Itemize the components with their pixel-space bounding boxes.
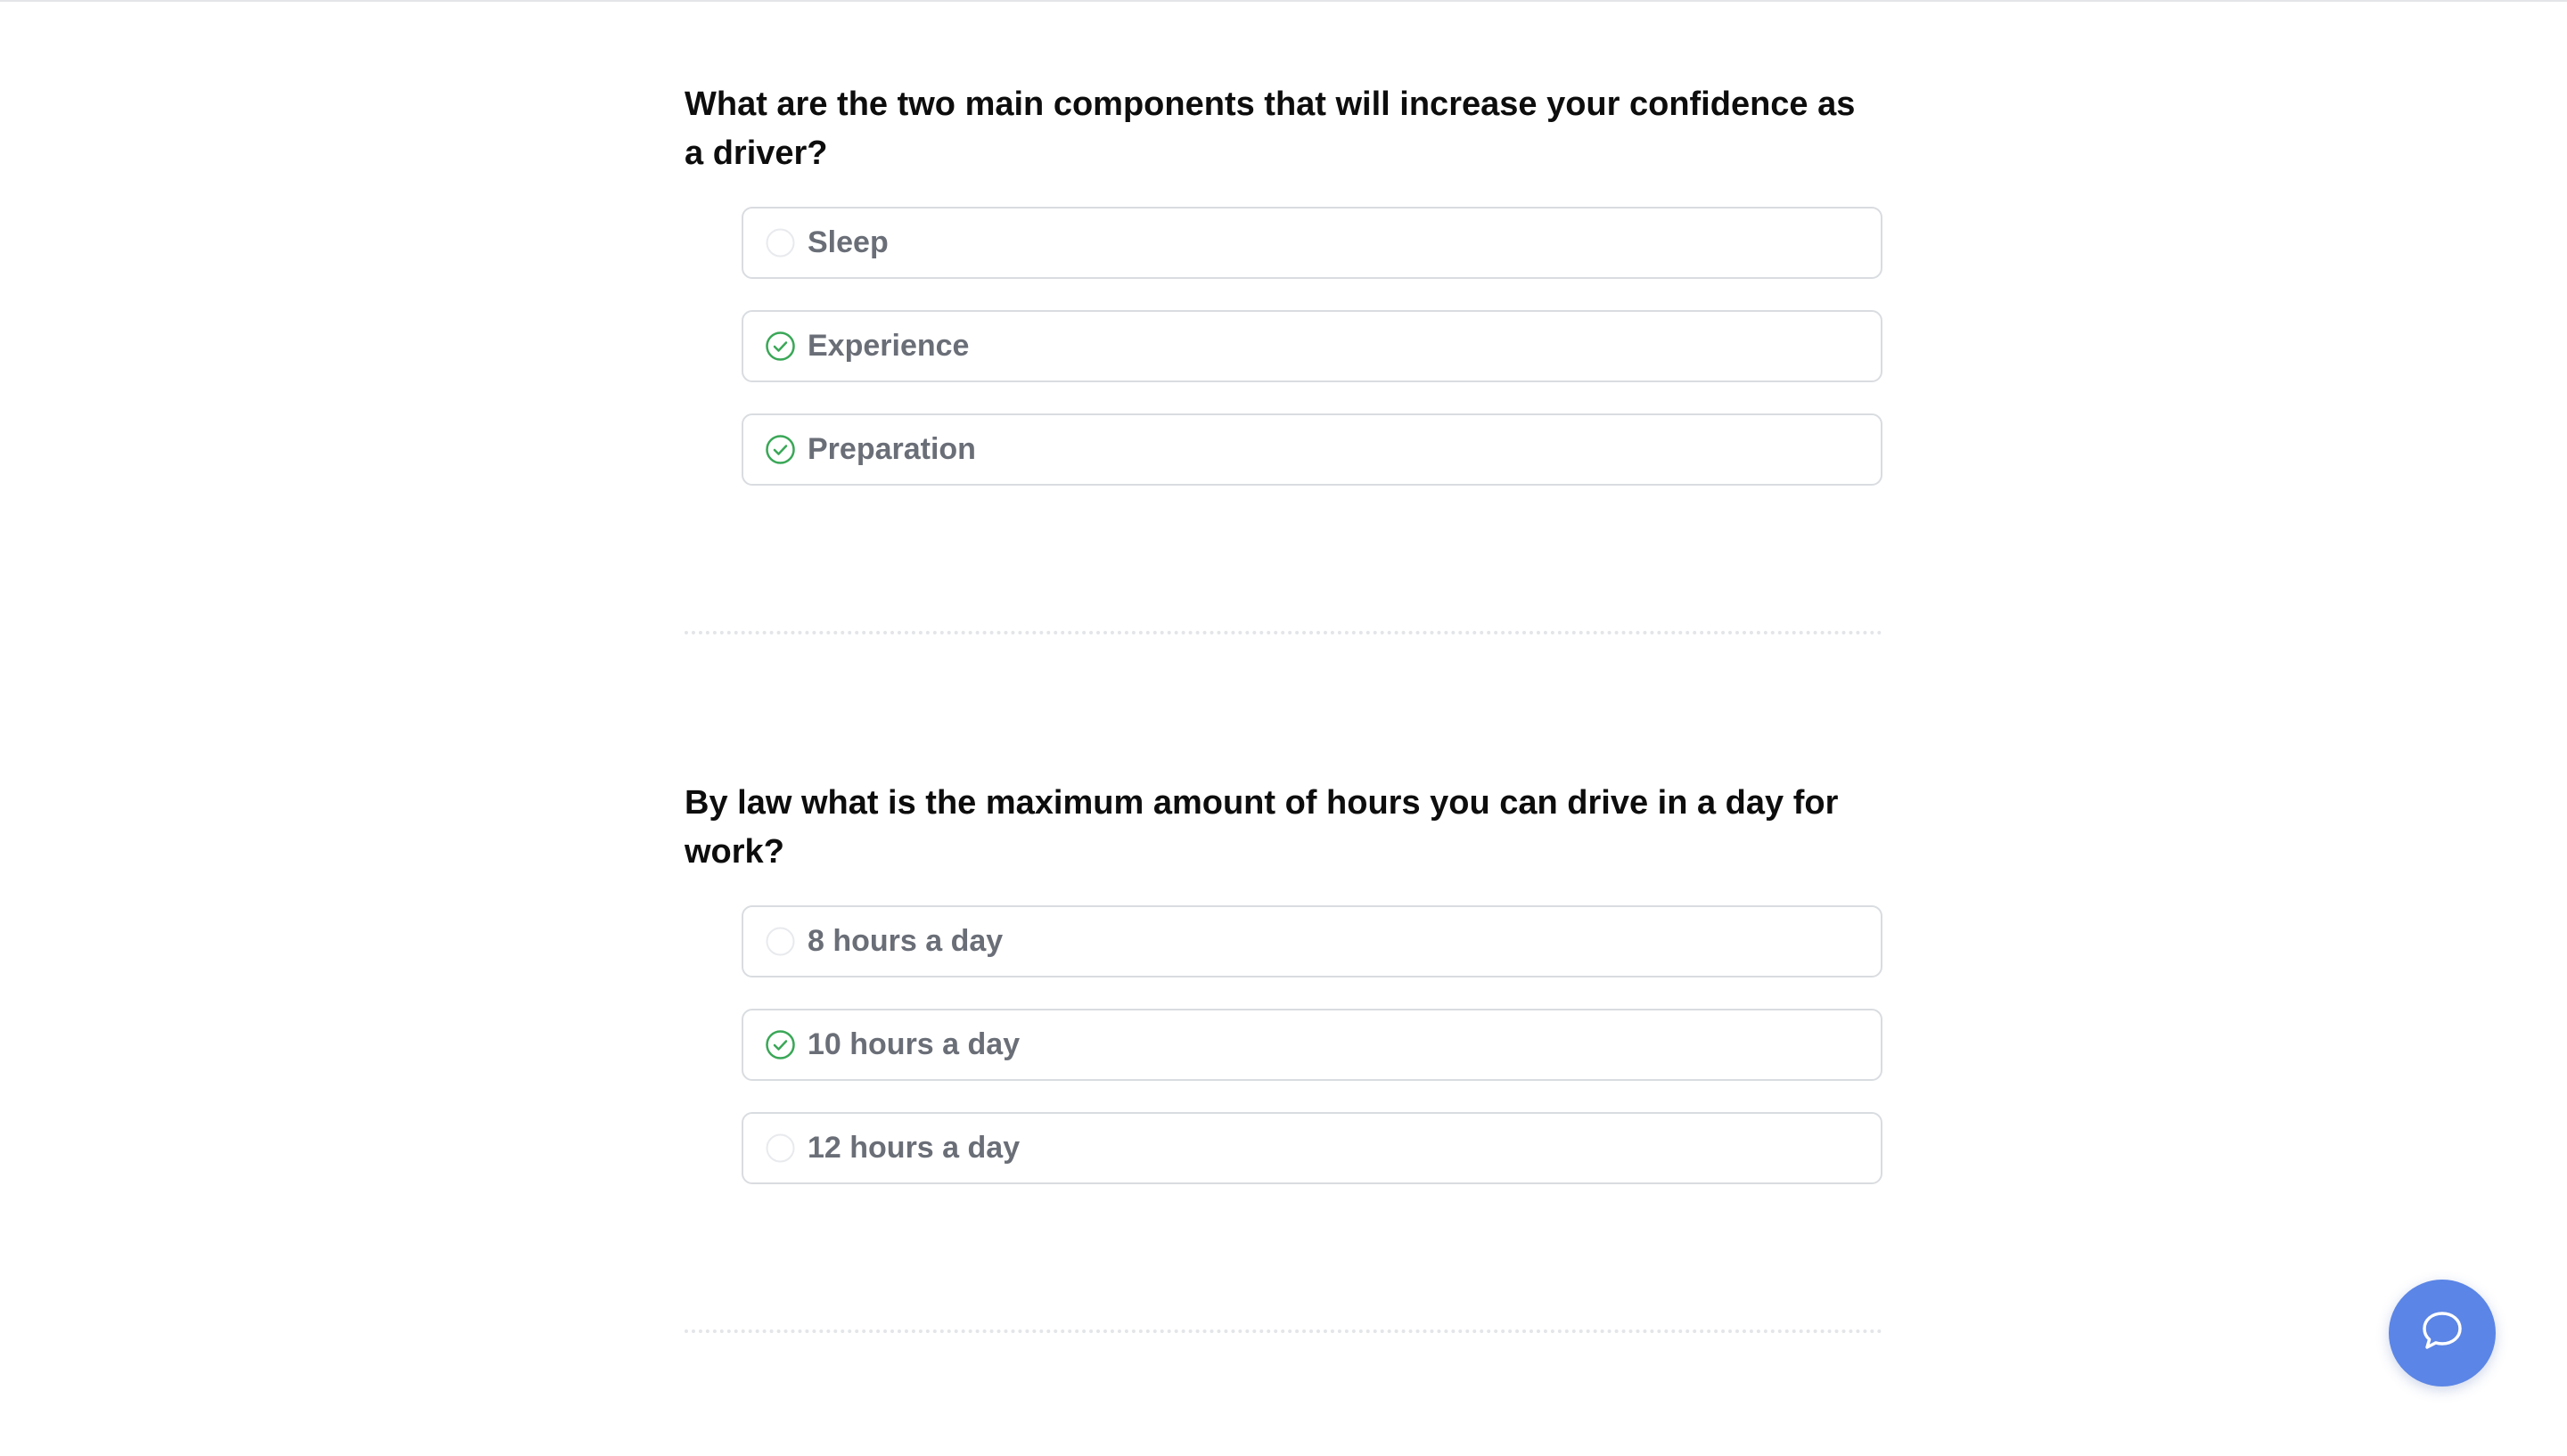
empty-circle-icon	[766, 927, 795, 956]
answer-label: Experience	[808, 329, 970, 363]
answer-label: 10 hours a day	[808, 1027, 1021, 1061]
answer-label: 12 hours a day	[808, 1131, 1021, 1165]
answer-option-preparation[interactable]	[742, 413, 1882, 486]
question-2	[685, 779, 1882, 1215]
empty-circle-icon	[766, 1133, 795, 1163]
check-circle-icon	[766, 435, 795, 464]
check-circle-icon	[766, 1030, 795, 1059]
check-circle-icon	[766, 331, 795, 361]
chat-launcher-button[interactable]	[2389, 1280, 2496, 1386]
answer-label: Preparation	[808, 432, 976, 466]
answer-option-12-hours[interactable]	[742, 1112, 1882, 1184]
question-1	[685, 80, 1882, 517]
answer-option-sleep[interactable]	[742, 207, 1882, 279]
question-2-options	[742, 905, 1882, 1184]
question-2-title: By law what is the maximum amount of hours you can drive in a day for work?	[685, 784, 1839, 871]
empty-circle-icon	[766, 228, 795, 258]
question-1-options	[742, 207, 1882, 486]
question-divider	[685, 631, 1882, 634]
answer-option-8-hours[interactable]	[742, 905, 1882, 977]
question-divider	[685, 1329, 1882, 1333]
question-1-title: What are the two main components that will increase your confidence as a driver?	[685, 86, 1856, 172]
answer-option-10-hours[interactable]	[742, 1009, 1882, 1081]
chat-bubble-icon	[2419, 1308, 2465, 1359]
answer-label: Sleep	[808, 225, 889, 259]
answer-label: 8 hours a day	[808, 924, 1004, 958]
answer-option-experience[interactable]	[742, 310, 1882, 382]
